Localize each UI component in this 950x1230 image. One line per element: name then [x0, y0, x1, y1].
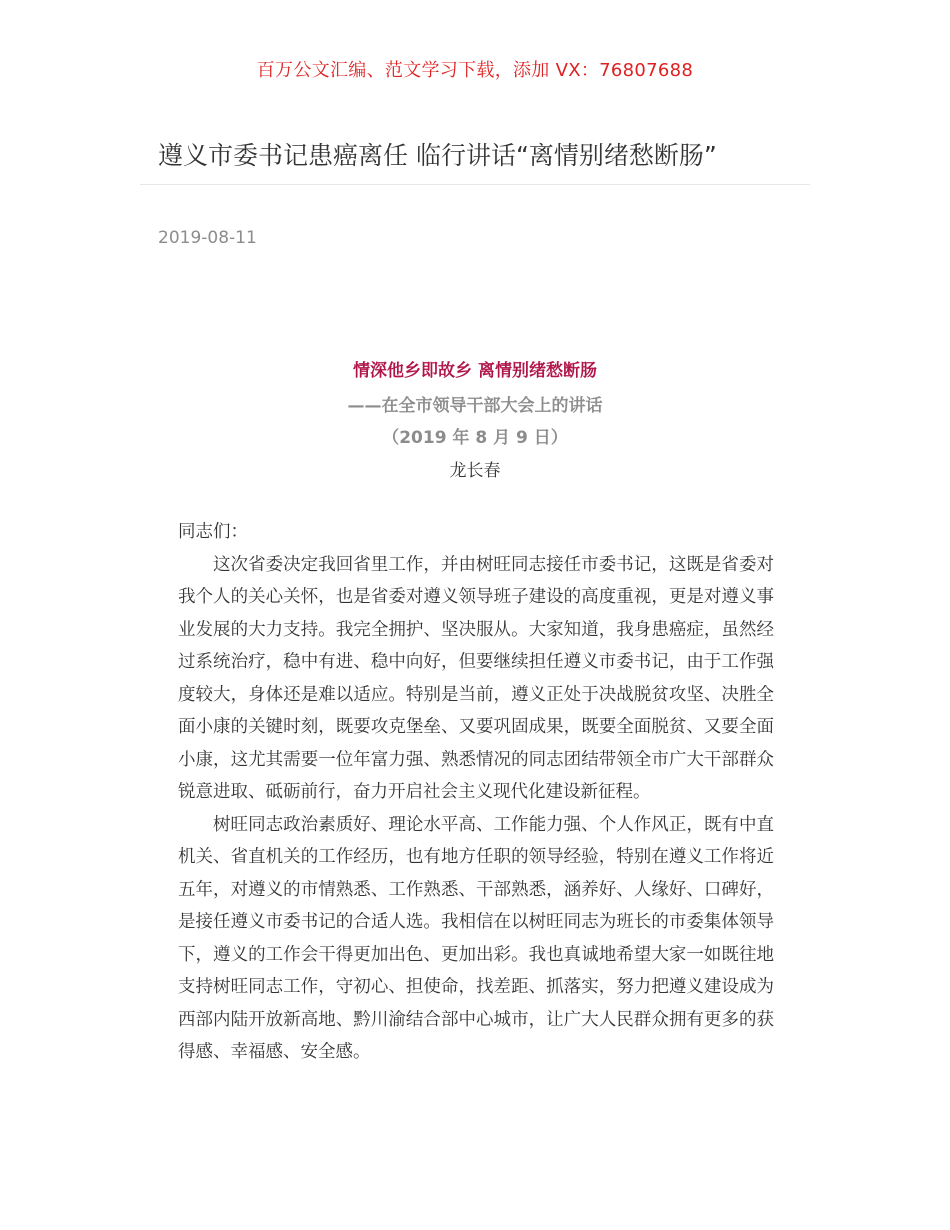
speech-author: 龙长春: [449, 461, 501, 481]
speech-subtitle: ——在全市领导干部大会上的讲话: [347, 396, 603, 416]
speech-paragraph-2: 树旺同志政治素质好、理论水平高、工作能力强、个人作风正，既有中直机关、省直机关的工作经历，也有地方任职的领导经验，特别在遵义工作将近五年，对遵义的市情熟悉、工作熟悉、干部熟悉，涵养好、人缘好、口碑好，是接任遵义市委书记的合适人选。我相信在以树旺同志为班长的市委集体领导下，遵义的工作会干得更加出色、更加出彩。我也真诚地希望大家一如既往地支持树旺同志工作，守初心、担使命，找差距、抓落实，努力把遵义建设成为西部内陆开放新高地、黔川渝结合部中心城市，让广大人民群众拥有更多的获得感、幸福感、安全感。: [178, 814, 774, 1062]
title-divider: [140, 184, 810, 185]
publish-date: 2019-08-11: [158, 228, 257, 248]
speech-title: 情深他乡即故乡 离情别绪愁断肠: [353, 361, 597, 381]
speech-body: [178, 516, 774, 1069]
page-title: 遵义市委书记患癌离任 临行讲话“离情别绪愁断肠”: [158, 141, 717, 170]
speech-paragraph-1: 这次省委决定我回省里工作，并由树旺同志接任市委书记，这既是省委对我个人的关心关怀，也是省委对遵义领导班子建设的高度重视，更是对遵义事业发展的大力支持。我完全拥护、坚决服从。大家知道，我身患癌症，虽然经过系统治疗，稳中有进、稳中向好，但要继续担任遵义市委书记，由于工作强度较大，身体还是难以适应。特别是当前，遵义正处于决战脱贫攻坚、决胜全面小康的关键时刻，既要攻克堡垒、又要巩固成果，既要全面脱贫、又要全面小康，这尤其需要一位年富力强、熟悉情况的同志团结带领全市广大干部群众锐意进取、砥砺前行，奋力开启社会主义现代化建设新征程。: [178, 554, 774, 802]
speech-date: （2019 年 8 月 9 日）: [382, 428, 568, 448]
promo-banner: 百万公文汇编、范文学习下载，添加 VX：76807688: [256, 60, 694, 81]
speech-salutation: 同志们：: [178, 522, 248, 542]
